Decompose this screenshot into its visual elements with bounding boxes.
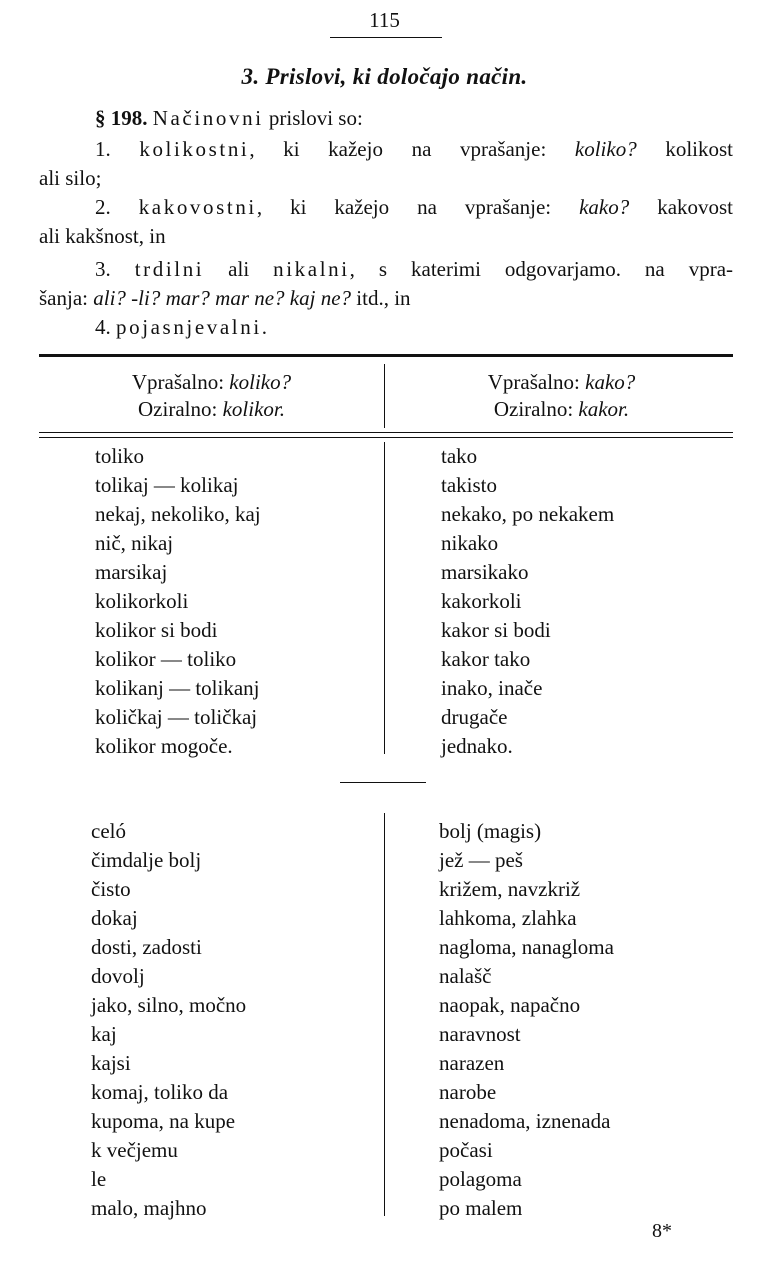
section-title: 3. Prislovi, ki določajo način. xyxy=(241,64,528,89)
item-2-number: 2. xyxy=(95,195,139,219)
list-item: malo, majhno xyxy=(91,1196,207,1220)
item-3-continuation xyxy=(39,286,411,311)
header-column-divider xyxy=(384,364,385,428)
list-item: k večjemu xyxy=(91,1138,178,1162)
header-right-word-1: kako? xyxy=(585,370,636,394)
header-left-word-2: kolikor. xyxy=(222,397,285,421)
section-mark: § 198. xyxy=(95,106,148,130)
list-item: čimdalje bolj xyxy=(91,848,202,872)
list-item: dosti, zadosti xyxy=(91,935,202,959)
item-2-term: kakovostni xyxy=(138,195,257,219)
list-item: po malem xyxy=(439,1196,523,1220)
list-item: nenadoma, iznenada xyxy=(439,1109,611,1133)
list-item: kakor si bodi xyxy=(441,618,551,642)
list-item: dokaj xyxy=(91,906,138,930)
list-item: jednako. xyxy=(441,734,513,758)
table1-right-list xyxy=(441,442,614,761)
header-right-label-1: Vprašalno: xyxy=(487,370,586,394)
table2-left-list xyxy=(91,817,246,1223)
list-item: polagoma xyxy=(439,1167,522,1191)
list-item: narobe xyxy=(439,1080,497,1104)
table-top-rule xyxy=(39,354,733,357)
header-left-cell xyxy=(39,369,384,423)
list-item: kolikanj — tolikanj xyxy=(95,676,260,700)
item-3-term-a: trdilni xyxy=(134,257,205,281)
item-4-text: . xyxy=(261,315,268,339)
page-number: 115 xyxy=(369,8,400,32)
intro-term: Načinovni xyxy=(152,106,264,130)
item-3-text: , s katerimi odgovarjamo. na vpra- xyxy=(349,257,734,281)
list-item: čisto xyxy=(91,877,131,901)
item-1-text-end: kolikost xyxy=(636,137,733,161)
list-item: drugače xyxy=(441,705,508,729)
header-left-label-2: Oziralno: xyxy=(138,397,223,421)
item-1-line xyxy=(95,137,733,162)
list-item: naopak, napačno xyxy=(439,993,581,1017)
header-left-label-1: Vprašalno: xyxy=(131,370,230,394)
item-2-text-end: kakovost xyxy=(629,195,734,219)
header-right-cell xyxy=(389,369,734,423)
list-item: nikako xyxy=(441,531,499,555)
list-item: celó xyxy=(91,819,126,843)
item-3-conj: ali xyxy=(204,257,274,281)
table2-column-divider xyxy=(384,813,385,1216)
list-item: nalašč xyxy=(439,964,492,988)
list-item: jež — peš xyxy=(439,848,523,872)
table2-right-list xyxy=(439,817,614,1223)
list-item: tolikaj — kolikaj xyxy=(95,473,239,497)
list-item: le xyxy=(91,1167,107,1191)
header-right-label-2: Oziralno: xyxy=(493,397,579,421)
list-item: kolikor — toliko xyxy=(95,647,237,671)
list-item: takisto xyxy=(441,473,497,497)
list-item: količkaj — toličkaj xyxy=(95,705,258,729)
header-bottom-rule-a xyxy=(39,432,733,433)
list-item: kolikor si bodi xyxy=(95,618,218,642)
item-1-number: 1. xyxy=(95,137,140,161)
item-1-continuation: ali silo; xyxy=(39,166,102,190)
item-2-line xyxy=(95,195,733,220)
list-item: marsikaj xyxy=(95,560,168,584)
item-3-line xyxy=(95,257,733,282)
item-3-cont-text: šanja: xyxy=(39,286,94,310)
list-item: kakor tako xyxy=(441,647,531,671)
list-item: bolj (magis) xyxy=(439,819,542,843)
item-3-questions: ali? -li? mar? mar ne? kaj ne? xyxy=(93,286,352,310)
section-divider xyxy=(340,782,426,783)
item-2-continuation: ali kakšnost, in xyxy=(39,224,166,248)
list-item: narazen xyxy=(439,1051,505,1075)
list-item: kolikorkoli xyxy=(95,589,189,613)
list-item: nič, nikaj xyxy=(95,531,174,555)
item-1-term: kolikostni xyxy=(139,137,250,161)
list-item: kajsi xyxy=(91,1051,131,1075)
item-1-text: , ki kažejo na vprašanje: xyxy=(249,137,575,161)
list-item: komaj, toliko da xyxy=(91,1080,229,1104)
list-item: jako, silno, močno xyxy=(91,993,247,1017)
list-item: nekako, po nekakem xyxy=(441,502,615,526)
item-3-term-b: nikalni xyxy=(273,257,350,281)
list-item: kaj xyxy=(91,1022,117,1046)
list-item: toliko xyxy=(95,444,145,468)
item-4-line xyxy=(95,315,267,340)
item-4-term: pojasnjevalni xyxy=(116,315,262,339)
list-item: marsikako xyxy=(441,560,529,584)
list-item: inako, inače xyxy=(441,676,543,700)
item-2-text: , ki kažejo na vprašanje: xyxy=(256,195,580,219)
header-left-word-1: koliko? xyxy=(229,370,292,394)
list-item: kupoma, na kupe xyxy=(91,1109,236,1133)
list-item: križem, navzkriž xyxy=(439,877,581,901)
list-item: kakorkoli xyxy=(441,589,522,613)
item-3-cont-end: itd., in xyxy=(351,286,411,310)
page-number-rule xyxy=(330,37,442,38)
list-item: naravnost xyxy=(439,1022,521,1046)
intro-rest: prislovi so: xyxy=(263,106,363,130)
list-item: počasi xyxy=(439,1138,493,1162)
item-4-number: 4. xyxy=(95,315,116,339)
intro-line xyxy=(95,106,363,131)
list-item: dovolj xyxy=(91,964,145,988)
header-bottom-rule-b xyxy=(39,437,733,438)
item-1-question: koliko? xyxy=(574,137,637,161)
signature-mark: 8* xyxy=(652,1220,672,1242)
list-item: nekaj, nekoliko, kaj xyxy=(95,502,261,526)
list-item: kolikor mogoče. xyxy=(95,734,233,758)
list-item: lahkoma, zlahka xyxy=(439,906,577,930)
table1-left-list xyxy=(95,442,261,761)
item-2-question: kako? xyxy=(579,195,630,219)
list-item: nagloma, nanagloma xyxy=(439,935,614,959)
table1-column-divider xyxy=(384,442,385,754)
list-item: tako xyxy=(441,444,478,468)
item-3-number: 3. xyxy=(95,257,135,281)
header-right-word-2: kakor. xyxy=(578,397,630,421)
